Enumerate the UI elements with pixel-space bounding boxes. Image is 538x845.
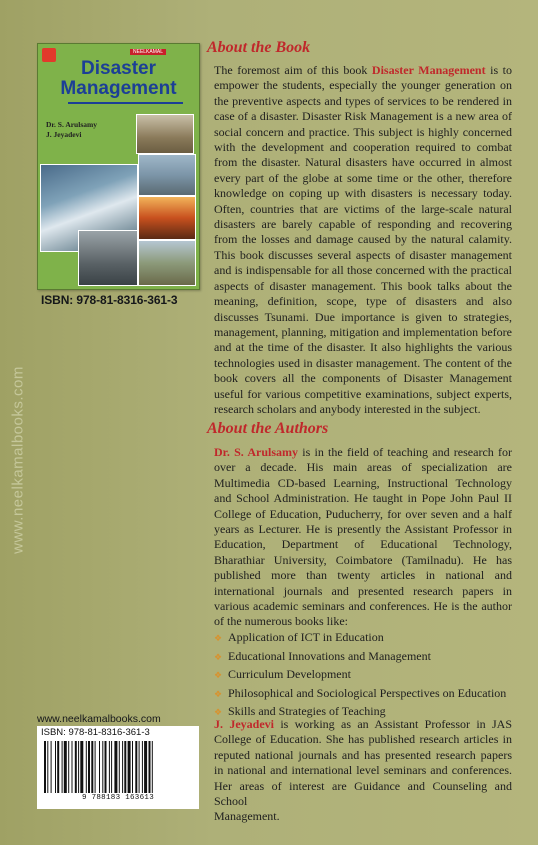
author1-bio-line: Dr. S. Arulsamy is in the field of teaching and research for (214, 445, 512, 459)
barcode-bar (132, 741, 133, 793)
barcode-bar (124, 741, 126, 793)
author2-bio-line: Her areas of interest are Guidance and Counseling and School (214, 778, 512, 809)
barcode-bar (144, 741, 147, 793)
book-list-item (214, 667, 351, 682)
barcode-bar (149, 741, 151, 793)
author2-bio-line: Management. (214, 809, 280, 824)
barcode-bar (47, 741, 48, 793)
author2-bio-line: reputed national journals and has presented research papers (214, 747, 512, 762)
barcode-bar (62, 741, 63, 793)
book-list-item-text: Application of ICT in Education (228, 630, 384, 644)
barcode-bar (111, 741, 112, 793)
book-list-item (214, 630, 384, 645)
author2-name: J. Jeyadevi (214, 717, 274, 731)
barcode-bar (142, 741, 143, 793)
author1-bio-line: Bharathiar University, Coimbatore (Tamilnadu). He has (214, 552, 512, 567)
bullet-icon: ❖ (214, 633, 223, 643)
cover-photo-flood (138, 154, 196, 196)
cover-photo-landslide (138, 240, 196, 286)
barcode-bar (64, 741, 67, 793)
about-book-line: knowledge on coping up with disasters is necessary today. (214, 186, 512, 201)
book-list-item-text: Skills and Strategies of Teaching (228, 704, 386, 718)
author1-bio-line: various academic seminars and conferences. He is the author (214, 599, 512, 614)
barcode-bar (99, 741, 100, 793)
bullet-icon: ❖ (214, 707, 223, 717)
cover-photo-ruins (78, 230, 138, 286)
barcode-bar (105, 741, 107, 793)
spine-website-text: www.neelkamalbooks.com (9, 366, 27, 554)
author1-bio-line: over a decade. His main areas of specialization are (214, 460, 512, 475)
bullet-icon: ❖ (214, 651, 223, 662)
about-book-line: book covers all the components of Disaster Management (214, 371, 512, 386)
about-book-line (214, 63, 512, 78)
author1-bio-line: published more than twenty articles in national and (214, 568, 512, 583)
book-list-item (214, 686, 506, 701)
bullet-icon: ❖ (214, 670, 223, 680)
barcode-bar (95, 741, 96, 793)
cover-photo-volcano (138, 196, 196, 240)
about-book-line: meaning, definition, scope, type of disasters and also (214, 294, 512, 309)
barcode-bar (91, 741, 93, 793)
isbn-label: ISBN: 978-81-8316-361-3 (41, 293, 178, 307)
author2-bio-line: in national and international level seminars and conferences. (214, 763, 512, 778)
barcode-bar (139, 741, 140, 793)
book-list-item-text: Philosophical and Sociological Perspectives on Education (228, 685, 507, 700)
book-list-item-text: Educational Innovations and Management (228, 648, 431, 663)
cover-title-line1: Disaster (81, 58, 156, 79)
cover-title-line2: Management (60, 78, 177, 99)
about-book-line: every part of the globe at some time or the other, therefore (214, 170, 512, 185)
cover-author-2: J. Jeyadevi (46, 130, 82, 139)
barcode-bar (102, 741, 103, 793)
about-book-line: research scholars and anybody interested in the subject. (214, 401, 481, 416)
barcode-bar (119, 741, 120, 793)
barcode-bar (114, 741, 117, 793)
spine-website (6, 290, 30, 630)
barcode-bar (86, 741, 87, 793)
cover-photo-rescue (136, 114, 194, 154)
about-book-line: useful for various competitive examinations, subject experts, (214, 386, 512, 401)
barcode-bar (80, 741, 83, 793)
author1-bio (214, 445, 512, 630)
about-book-line: disasters are barely capable of responding and recovering (214, 217, 512, 232)
barcode-bar (51, 741, 52, 793)
book-list-item-text: Curriculum Development (228, 667, 351, 681)
author1-name: Dr. S. Arulsamy (214, 445, 299, 459)
about-authors-heading: About the Authors (207, 420, 329, 437)
website-label: www.neelkamalbooks.com (37, 713, 161, 725)
about-book-line: from the disaster. Natural disasters have occurred in almost (214, 155, 512, 170)
about-book-heading: About the Book (207, 39, 311, 56)
barcode-bar (75, 741, 77, 793)
about-book-text (214, 63, 512, 417)
about-book-line: This book discusses several aspects of disaster management (214, 247, 512, 262)
book-title-highlight: Disaster Management (371, 63, 486, 77)
barcode-bar (78, 741, 79, 793)
barcode-bar (88, 741, 90, 793)
author2-bio-line: College of Education. She has published research articles in (214, 732, 512, 747)
about-book-line: discusses Tsunami. Due importance is given to strategies, (214, 309, 512, 324)
cover-title-rule (68, 102, 183, 104)
about-book-text-part: is to (485, 63, 512, 77)
cover-thumbnail (37, 43, 200, 290)
about-book-line: the preventive aspects and types of services to be rendered in (214, 93, 512, 108)
barcode-bar (68, 741, 69, 793)
author1-bio-line: years as Lecturer. He is presently the Assistant Professor in (214, 522, 512, 537)
about-book-text-part: The foremost aim of this book (214, 63, 372, 77)
about-book-line: social concern and practice. This subject is highly concerned (214, 124, 512, 139)
author2-bio (214, 717, 512, 825)
author1-bio-line: of the numerous books like: (214, 614, 348, 629)
about-book-line: technologies used in disaster management. The content of the (214, 355, 512, 370)
barcode-bars (41, 741, 195, 793)
author1-bio-line: College of Education, Puducherry, for over seven and a half (214, 506, 512, 521)
barcode-bar (109, 741, 110, 793)
barcode-isbn: ISBN: 978-81-8316-361-3 (41, 727, 150, 738)
barcode-bar (152, 741, 153, 793)
barcode-bar (72, 741, 73, 793)
about-book-line: case of a disaster. Disaster Risk Management is a new area of (214, 109, 512, 124)
about-book-line: and is indispensable for all those concerned with the practical (214, 263, 512, 278)
author1-bio-line: Education, Department of Educational Technology, (214, 537, 512, 552)
about-book-line: management, planning, mitigation and implementation before (214, 324, 512, 339)
about-book-line: with the development and cooperation required to combat (214, 140, 512, 155)
about-book-line: Often, countries that are victims of the large-scale natural (214, 201, 512, 216)
barcode-bar (55, 741, 56, 793)
barcode-bar (122, 741, 123, 793)
author2-bio-line: J. Jeyadevi is working as an Assistant Professor in JAS (214, 717, 512, 731)
author1-bio-line: and School Administration. He taught in Pope John Paul II (214, 491, 512, 506)
barcode-bar (44, 741, 46, 793)
barcode-bar (135, 741, 137, 793)
cover-author-1: Dr. S. Arulsamy (46, 120, 97, 129)
barcode-bar (128, 741, 131, 793)
author1-bio-line: international journals and presented research papers in (214, 583, 512, 598)
author1-bio-line: Multimedia CD-based Learning, Instructional Technology (214, 475, 512, 490)
bullet-icon: ❖ (214, 688, 223, 699)
about-book-line: empower the students, especially the younger generation on (214, 78, 512, 93)
barcode-box (37, 726, 199, 809)
about-book-line: aspects of disaster management. This book talks about the (214, 278, 512, 293)
cover-publisher: NEELKAMAL (130, 49, 166, 55)
about-book-line: and at the time of the disaster. It also highlights the various (214, 340, 512, 355)
about-book-line: from the losses and damage caused by the natural calamity. (214, 232, 512, 247)
barcode-bar (57, 741, 59, 793)
barcode-number: 9 788183 163613 (81, 794, 154, 802)
book-list-item (214, 649, 431, 664)
